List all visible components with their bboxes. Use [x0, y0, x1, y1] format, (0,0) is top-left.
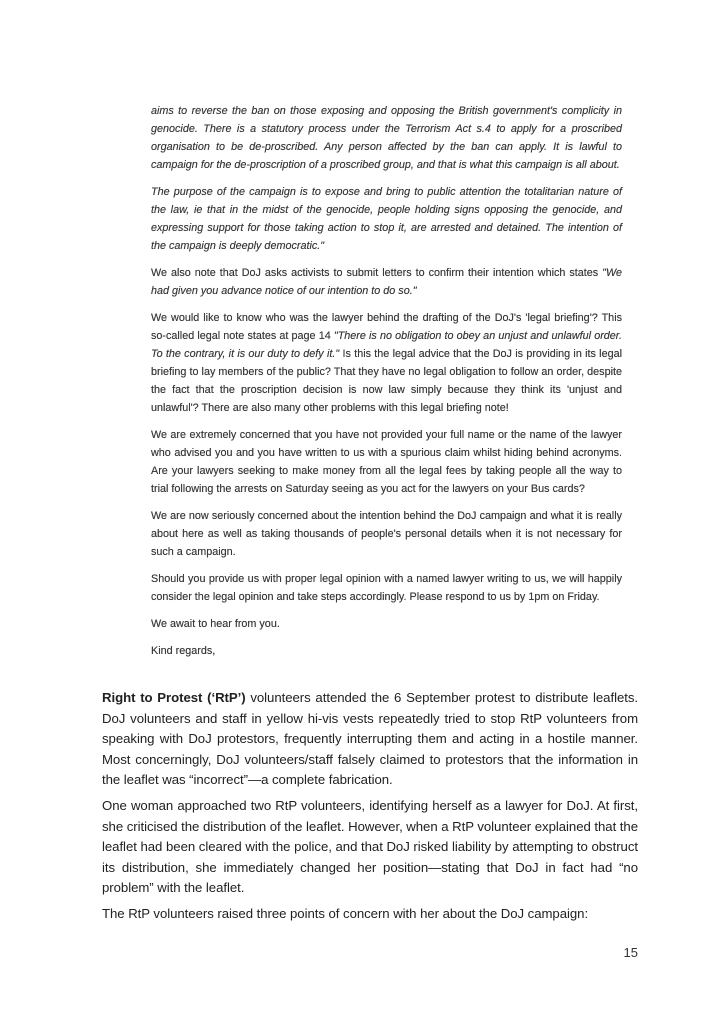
report-body	[102, 688, 638, 930]
body-text-segment: One woman approached two RtP volunteers, identifying herself as a lawyer for DoJ. At first, she criticised the distribution of the leaflet. However, when a RtP volunteer explained that the leaflet had been cleared with the police, and that DoJ risked liability by attempting to obstruct its distribution, she immediately changed her position—stating that DoJ in fact had “no problem” with the leaflet.	[102, 797, 638, 896]
letter-text-segment: aims to reverse the ban on those exposing and opposing the British government's complicity in genocide. There is a statutory process under the Terrorism Act s.4 to apply for a proscribed organisation to be de-proscribed. Any person affected by the ban can apply. It is lawful to campaign for the de-proscription of a proscribed group, and that is what this campaign is all about.	[151, 105, 622, 171]
letter-text-segment: Kind regards,	[151, 645, 216, 657]
letter-signoff	[151, 642, 622, 660]
letter-paragraph-3	[151, 264, 622, 300]
body-paragraph-1	[102, 688, 638, 791]
letter-text-segment: We are now seriously concerned about the intention behind the DoJ campaign and what it is really about here as well as taking thousands of people's personal details when it is not necessary for such a campaign.	[151, 510, 622, 558]
letter-text-segment: Is this the legal advice that the DoJ is providing in its legal briefing to lay members of the public? That they have no legal obligation to follow an order, despite the fact that the proscription decision is now law simply because they think its 'unjust and unlawful'? There are also many other problems with this legal briefing note!	[151, 348, 622, 414]
letter-text-segment: The purpose of the campaign is to expose and bring to public attention the totalitarian nature of the law, ie that in the midst of the genocide, people holding signs opposing the genocide, and expressing support for those taking action to stop it, are arrested and detained. The intention of the campaign is deeply democratic."	[151, 186, 622, 252]
body-paragraph-2	[102, 796, 638, 899]
letter-paragraph-6	[151, 507, 622, 561]
body-text-segment: volunteers attended the 6 September protest to distribute leaflets. DoJ volunteers and staff in yellow hi-vis vests repeatedly tried to stop RtP volunteers from speaking with DoJ protestors, frequently interrupting them and acting in a hostile manner. Most concerningly, DoJ volunteers/staff falsely claimed to protestors that the information in the leaflet was “incorrect”—a complete fabrication.	[102, 690, 639, 788]
letter-paragraph-1	[151, 102, 622, 174]
body-paragraph-3	[102, 904, 638, 925]
letter-text-segment: We await to hear from you.	[151, 618, 280, 630]
bold-lead-in: Right to Protest (‘RtP’)	[102, 690, 246, 705]
letter-paragraph-4	[151, 309, 622, 417]
letter-quote-segment: "We had given you advance notice of our intention to do so."	[151, 267, 622, 297]
letter-closing-line	[151, 615, 622, 633]
letter-paragraph-5	[151, 426, 622, 498]
quoted-letter-excerpt	[151, 102, 622, 669]
letter-quote-segment: "There is no obligation to obey an unjust and unlawful order. To the contrary, it is our duty to defy it."	[151, 330, 622, 360]
letter-text-segment: We are extremely concerned that you have not provided your full name or the name of the lawyer who advised you and you have written to us with a spurious claim whilst hiding behind acronyms. Are your lawyers seeking to make money from all the legal fees by taking people all the way to trial following the arrests on Saturday seeing as you act for the lawyers on your Bus cards?	[151, 429, 622, 495]
page-number: 15	[623, 945, 638, 960]
letter-text-segment: Should you provide us with proper legal opinion with a named lawyer writing to us, we will happily consider the legal opinion and take steps accordingly. Please respond to us by 1pm on Friday.	[151, 573, 622, 603]
letter-paragraph-7	[151, 570, 622, 606]
letter-text-segment: We also note that DoJ asks activists to submit letters to confirm their intention which states	[151, 267, 603, 279]
letter-paragraph-2	[151, 183, 622, 255]
body-text-segment: The RtP volunteers raised three points of concern with her about the DoJ campaign:	[102, 905, 589, 921]
letter-text-segment: We would like to know who was the lawyer behind the drafting of the DoJ's 'legal briefing'? This so-called legal note states at page 14	[151, 312, 622, 342]
